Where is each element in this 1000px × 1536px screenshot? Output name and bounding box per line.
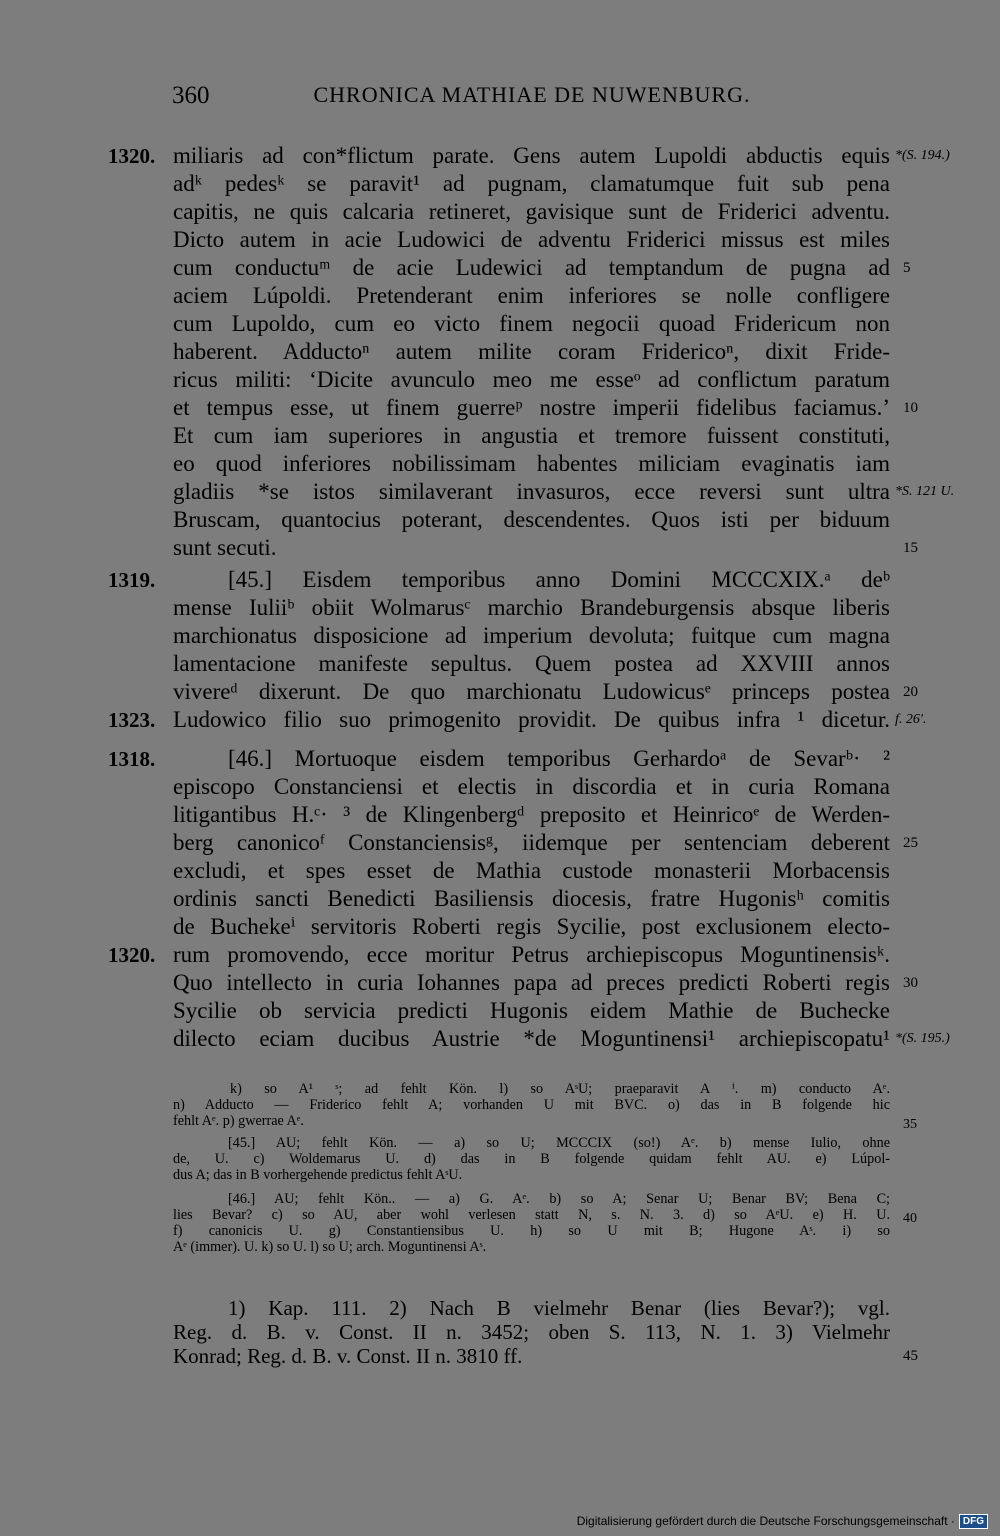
digitization-credit: [577, 1512, 988, 1530]
footnote-line: [46.] AU; fehlt Kön.. — a) G. Aᵉ. b) so A; Senar U; Benar BV; Bena C;: [228, 1191, 890, 1207]
text-line: cum Lupoldo, cum eo victo finem negocii quoad Fridericum non: [173, 311, 890, 336]
text-line: Et cum iam superiores in angustia et tremore fuissent constituti,: [173, 423, 890, 448]
page-header: [172, 82, 892, 122]
line-number: 10: [903, 400, 918, 416]
editorial-note-line: 1) Kap. 111. 2) Nach B vielmehr Benar (lies Bevar?); vgl.: [228, 1296, 890, 1320]
text-line: aciem Lúpoldi. Pretenderant enim inferiores se nolle confligere: [173, 283, 890, 308]
text-line: adᵏ pedesᵏ se paravit¹ ad pugnam, clamatumque fuit sub pena: [173, 171, 890, 196]
text-line: sunt secuti.: [173, 535, 277, 560]
text-line: episcopo Constanciensi et electis in discordia et in curia Romana: [173, 774, 890, 799]
footnote-line: de, U. c) Woldemarus U. d) das in B folgende quidam fehlt AU. e) Lúpol-: [173, 1151, 890, 1167]
footnote-line: f) canonicis U. g) Constantiensibus U. h) so U mit B; Hugone Aˢ. i) so: [173, 1223, 890, 1239]
text-line: litigantibus H.ᶜ· ³ de Klingenbergᵈ preposito et Heinricoᵉ de Werden-: [173, 802, 890, 827]
text-line: et tempus esse, ut finem guerreᵖ nostre imperii fidelibus faciamus.’: [173, 395, 890, 420]
text-line: Ludowico filio suo primogenito providit. De quibus infra ¹ dicetur.: [173, 707, 890, 732]
line-number: 40: [903, 1211, 917, 1226]
text-line: gladiis *se istos similaverant invasuros, ecce reversi sunt ultra: [173, 479, 890, 504]
text-line: miliaris ad con*flictum parate. Gens autem Lupoldi abductis equis: [173, 143, 890, 168]
year-marker: 1320.: [108, 943, 156, 967]
text-line: ordinis sancti Benedicti Basiliensis diocesis, fratre Hugonisʰ comitis: [173, 886, 890, 911]
editorial-note-line: Reg. d. B. v. Const. II n. 3452; oben S. 113, N. 1. 3) Vielmehr: [173, 1320, 890, 1344]
text-line: berg canonicoᶠ Constanciensisᵍ, iidemque per sentenciam deberent: [173, 830, 890, 855]
text-line: excludi, et spes esset de Mathia custode monasterii Morbacensis: [173, 858, 890, 883]
footnote-line: k) so A¹ ˢ; ad fehlt Kön. l) so AˢU; praeparavit A ⁱ. m) conducto Aᵉ.: [230, 1081, 890, 1097]
footnote-line: lies Bevar? c) so AU, aber wohl verlesen statt N, s. N. 3. d) so AᵉU. e) H. U.: [173, 1207, 890, 1223]
margin-note: f. 26'.: [895, 712, 927, 727]
text-line: haberent. Adductoⁿ autem milite coram Fridericoⁿ, dixit Fride-: [173, 339, 890, 364]
line-number: 5: [903, 260, 911, 276]
line-number: 45: [903, 1348, 918, 1364]
credit-text: Digitalisierung gefördert durch die Deutsche Forschungsgemeinschaft ·: [576, 1514, 955, 1528]
footnote-line: n) Adducto — Friderico fehlt A; vorhanden U mit BVC. o) das in B folgende hic: [173, 1097, 890, 1113]
text-line: capitis, ne quis calcaria retineret, gavisique sunt de Friderici adventu.: [173, 199, 890, 224]
text-line: Bruscam, quantocius poterant, descendentes. Quos isti per biduum: [173, 507, 890, 532]
text-line: [46.] Mortuoque eisdem temporibus Gerhardoᵃ de Sevarᵇ· ²: [228, 746, 890, 771]
text-line: eo quod inferiores nobilissimam habentes miliciam evaginatis iam: [173, 451, 890, 476]
text-line: cum conductuᵐ de acie Ludewici ad temptandum de pugna ad: [173, 255, 890, 280]
text-line: Quo intellecto in curia Iohannes papa ad preces predicti Roberti regis: [173, 970, 890, 995]
margin-note: *(S. 194.): [895, 148, 950, 163]
text-line: marchionatus disposicione ad imperium devoluta; fuitque cum magna: [173, 623, 890, 648]
dfg-logo: DFG: [959, 1514, 988, 1529]
text-line: rum promovendo, ecce moritur Petrus archiepiscopus Moguntinensisᵏ.: [173, 942, 890, 967]
year-marker: 1319.: [108, 568, 156, 592]
footnote-line: [45.] AU; fehlt Kön. — a) so U; MCCCIX (so!) Aᵉ. b) mense Iulio, ohne: [228, 1135, 890, 1151]
editorial-note-line: Konrad; Reg. d. B. v. Const. II n. 3810 ff.: [173, 1344, 523, 1368]
text-line: mense Iuliiᵇ obiit Wolmarusᶜ marchio Brandeburgensis absque liberis: [173, 595, 890, 620]
text-line: de Buchekeⁱ servitoris Roberti regis Sycilie, post exclusionem electo-: [173, 914, 890, 939]
year-marker: 1323.: [108, 708, 156, 732]
text-line: ricus militi: ‘Dicite avunculo meo me esseᵒ ad conflictum paratum: [173, 367, 890, 392]
footnote-line: dus A; das in B vorhergehende predictus fehlt AˢU.: [173, 1167, 463, 1183]
margin-note: *S. 121 U.: [895, 484, 955, 499]
line-number: 25: [903, 835, 918, 851]
line-number: 20: [903, 684, 918, 700]
text-line: Dicto autem in acie Ludowici de adventu Friderici missus est miles: [173, 227, 890, 252]
footnote-line: fehlt Aᵉ. p) gwerrae Aᵉ.: [173, 1113, 304, 1129]
text-line: [45.] Eisdem temporibus anno Domini MCCCXIX.ᵃ deᵇ: [228, 567, 890, 592]
page-number: 360: [172, 82, 210, 109]
year-marker: 1318.: [108, 747, 156, 771]
line-number: 30: [903, 975, 918, 991]
footnote-line: Aᵉ (immer). U. k) so U. l) so U; arch. Moguntinensi Aˢ.: [173, 1239, 487, 1255]
line-number: 35: [903, 1117, 917, 1132]
text-line: Sycilie ob servicia predicti Hugonis eidem Mathie de Buchecke: [173, 998, 890, 1023]
text-line: lamentacione manifeste sepultus. Quem postea ad XXVIII annos: [173, 651, 890, 676]
year-marker: 1320.: [108, 144, 156, 168]
text-line: dilecto eciam ducibus Austrie *de Moguntinensi¹ archiepiscopatu¹: [173, 1026, 890, 1051]
margin-note: *(S. 195.): [895, 1031, 950, 1046]
line-number: 15: [903, 540, 918, 556]
text-line: vivereᵈ dixerunt. De quo marchionatu Ludowicusᵉ princeps postea: [173, 679, 890, 704]
running-title: CHRONICA MATHIAE DE NUWENBURG.: [313, 82, 751, 107]
